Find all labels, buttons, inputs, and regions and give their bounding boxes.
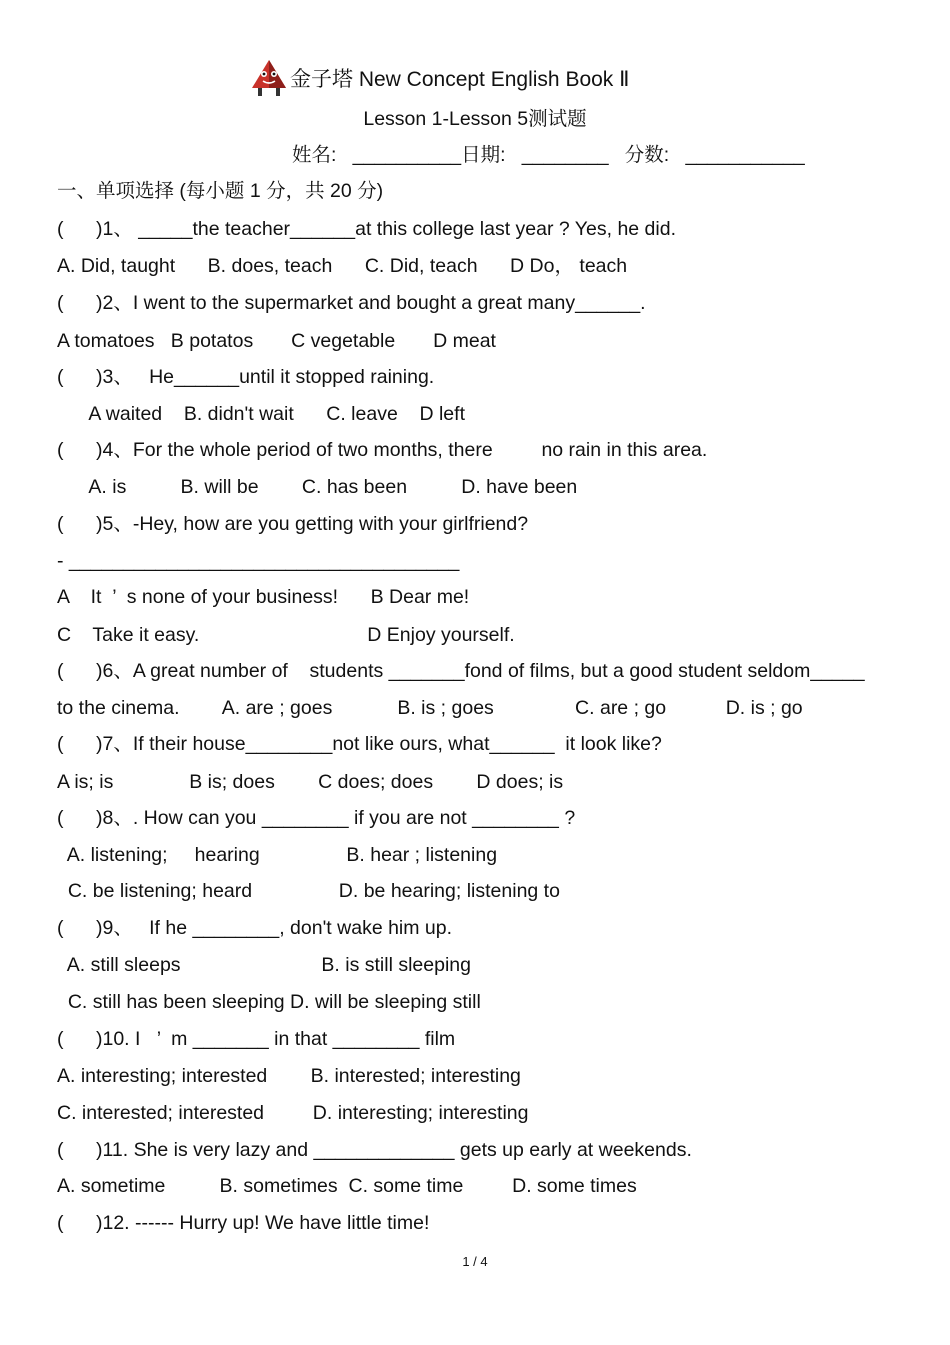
text-line: A. is B. will be C. has been D. have been [57,476,578,498]
page-number: 1 / 4 [462,1254,488,1269]
text-line: ( )2、I went to the supermarket and bought a great many______. [57,292,646,314]
text-line: ( )8、. How can you ________ if you are not ________ ? [57,807,576,829]
document-title: 金子塔 New Concept English Book Ⅱ [290,68,630,91]
text-line: C Take it easy. D Enjoy yourself. [57,624,515,646]
text-line: - ____________________________________ [57,550,460,572]
text-line: to the cinema. A. are ; goes B. is ; goes C. are ; go D. is ; go [57,697,803,719]
text-line: ( )4、For the whole period of two months, there no rain in this area. [57,439,708,461]
text-line: ( )7、If their house________not like ours, what______ it look like? [57,733,662,755]
text-line: ( )5、-Hey, how are you getting with your girlfriend? [57,513,529,535]
text-line: ( )11. She is very lazy and _____________ gets up early at weekends. [57,1139,692,1161]
text-line: C. interested; interested D. interesting; interesting [57,1102,529,1124]
section-heading: 一、单项选择 (每小题 1 分，共 20 分) [57,180,384,202]
text-line: ( )6、A great number of students _______fond of films, but a good student seldom_____ [57,660,865,682]
text-line: A is; is B is; does C does; does D does; is [57,771,564,793]
text-line: A. still sleeps B. is still sleeping [57,954,471,976]
text-line: ( )1、 _____the teacher______at this college last year ? Yes, he did. [57,218,676,240]
text-line: A tomatoes B potatos C vegetable D meat [57,330,496,352]
text-line: A. sometime B. sometimes C. some time D. some times [57,1175,637,1197]
student-info-line: 姓名: __________日期: ________ 分数: ___________ [292,144,805,166]
text-line: A waited B. didn't wait C. leave D left [57,403,465,425]
text-line: ( )12. ------ Hurry up! We have little time! [57,1212,430,1234]
text-line: A. Did, taught B. does, teach C. Did, teach D Do， teach [57,255,628,277]
text-line: C. still has been sleeping D. will be sleeping still [57,991,481,1013]
text-line: A It ’ s none of your business! B Dear me! [57,586,470,608]
document-subtitle: Lesson 1-Lesson 5测试题 [363,108,587,130]
pyramid-logo-icon [250,58,288,98]
text-line: C. be listening; heard D. be hearing; listening to [57,880,560,902]
text-line: ( )9、 If he ________, don't wake him up. [57,917,453,939]
text-line: A. listening; hearing B. hear ; listening [57,844,498,866]
text-line: ( )3、 He______until it stopped raining. [57,366,435,388]
text-line: ( )10. I ’ m _______ in that ________ film [57,1028,456,1050]
text-line: A. interesting; interested B. interested; interesting [57,1065,521,1087]
